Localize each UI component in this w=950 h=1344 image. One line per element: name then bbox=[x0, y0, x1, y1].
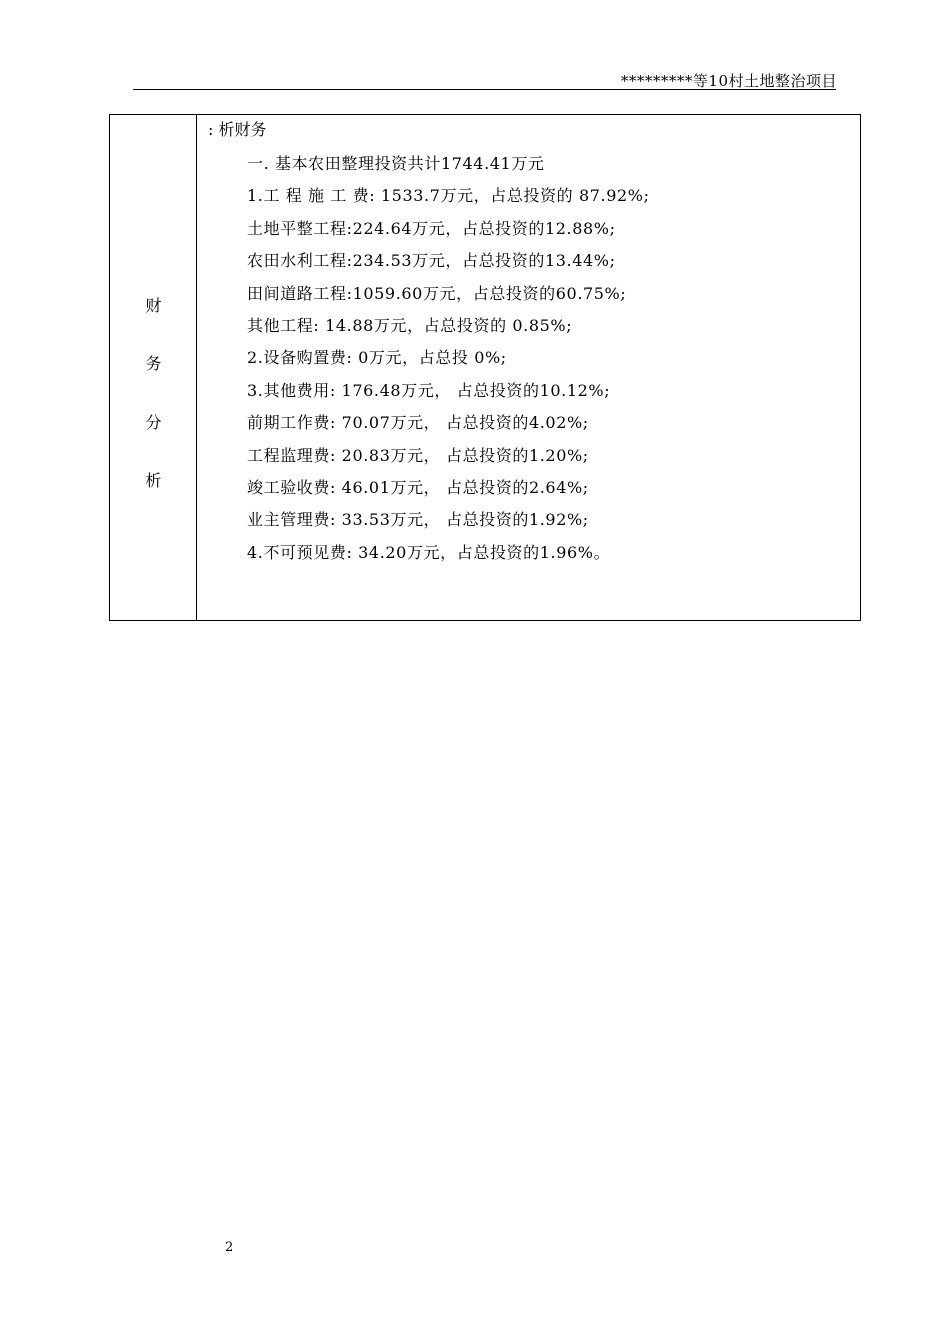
investment-line: 农田水利工程:234.53万元，占总投资的13.44%; bbox=[247, 251, 616, 271]
investment-line: 1.工 程 施 工 费: 1533.7万元，占总投资的 87.92%; bbox=[247, 186, 650, 206]
label-char-cai: 财 bbox=[145, 296, 162, 315]
finance-analysis-table bbox=[109, 114, 861, 621]
label-char-fen: 分 bbox=[145, 413, 162, 432]
table-content-column bbox=[197, 115, 860, 620]
document-header-title: *********等10村土地整治项目 bbox=[620, 72, 837, 90]
investment-lines bbox=[247, 148, 650, 569]
header-divider bbox=[133, 89, 836, 90]
table-label-column bbox=[110, 115, 197, 620]
investment-line: 工程监理费: 20.83万元， 占总投资的1.20%; bbox=[247, 445, 589, 465]
investment-line: 3.其他费用: 176.48万元， 占总投资的10.12%; bbox=[247, 380, 611, 400]
investment-line: 其他工程: 14.88万元，占总投资的 0.85%; bbox=[247, 315, 573, 335]
investment-line: 田间道路工程:1059.60万元，占总投资的60.75%; bbox=[247, 283, 627, 303]
investment-line: 土地平整工程:224.64万元，占总投资的12.88%; bbox=[247, 218, 616, 238]
section-heading: : 析财务 bbox=[208, 120, 267, 139]
investment-line: 竣工验收费: 46.01万元， 占总投资的2.64%; bbox=[247, 477, 589, 497]
investment-line: 业主管理费: 33.53万元， 占总投资的1.92%; bbox=[247, 510, 589, 530]
investment-line: 一. 基本农田整理投资共计1744.41万元 bbox=[247, 154, 545, 173]
investment-line: 4.不可预见费: 34.20万元，占总投资的1.96%。 bbox=[247, 542, 611, 562]
label-char-xi: 析 bbox=[145, 471, 162, 490]
investment-line: 2.设备购置费: 0万元，占总投 0%; bbox=[247, 348, 507, 368]
page-number: 2 bbox=[225, 1240, 234, 1255]
investment-line: 前期工作费: 70.07万元， 占总投资的4.02%; bbox=[247, 413, 589, 433]
label-char-wu: 务 bbox=[145, 354, 162, 373]
